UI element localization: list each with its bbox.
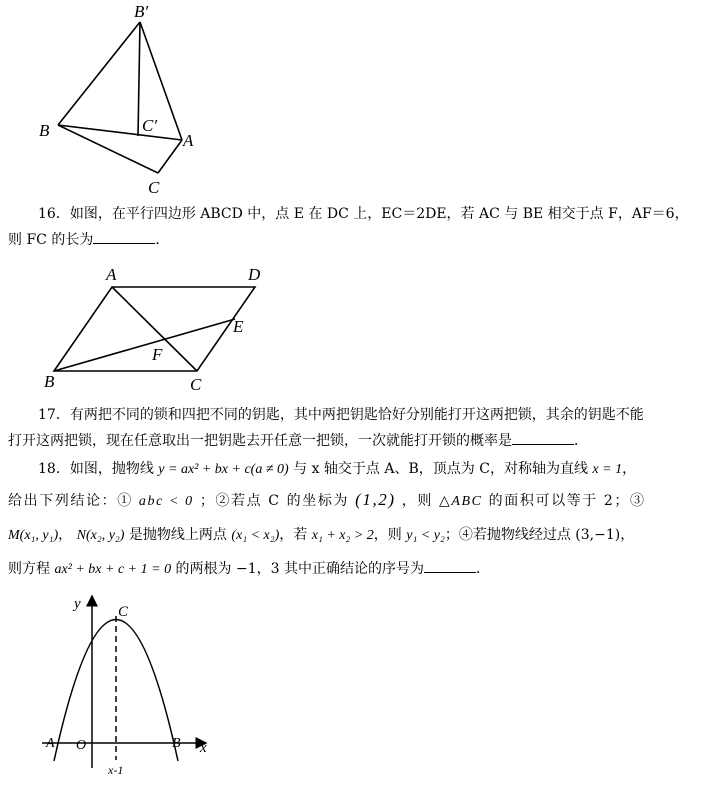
q18-text: ．	[476, 561, 490, 577]
q18-text: ，若	[279, 527, 308, 543]
q18-text: ，则	[373, 527, 402, 543]
q17-line2-prefix: 打开这两把锁，现在任意取出一把钥匙去开任意一把锁，一次就能打开锁的概率是	[8, 433, 512, 449]
q18-parabola-equation: y = ax² + bx + c(a ≠ 0)	[158, 462, 289, 477]
label-c: C	[118, 604, 129, 620]
label-c: C	[148, 178, 160, 197]
label-a: A	[46, 736, 55, 751]
q16-line1: 16．如图，在平行四边形 ABCD 中，点 E 在 DC 上，EC＝2DE，若 AC 与 BE 相交于点 F，AF＝6，	[38, 206, 689, 222]
q18-line4	[8, 558, 490, 578]
q18-text: 的面积可以等于 2；③	[488, 493, 646, 509]
q18-equation-4: ax² + bx + c + 1 = 0	[54, 562, 172, 577]
q18-line2	[8, 490, 646, 510]
q18-axis-equation: x = 1	[592, 462, 623, 477]
q18-text: 18．如图，抛物线	[38, 461, 154, 477]
q18-condition-sum: x₁ + x₂ > 2	[311, 528, 374, 543]
edge-c-a	[158, 140, 182, 173]
q16-answer-blank	[93, 231, 155, 244]
q18-condition-order: (x₁ < x₂)	[231, 528, 280, 543]
label-a: A	[106, 265, 117, 284]
label-a: A	[183, 131, 194, 150]
q18-triangle: △ABC	[439, 494, 483, 509]
figure-folded-triangle	[30, 0, 220, 200]
q16-line2-prefix: 则 FC 的长为	[8, 232, 94, 248]
label-b: B	[172, 736, 181, 751]
edge-bp-cp	[138, 22, 140, 136]
edge-b-a	[58, 125, 182, 140]
q17-answer-blank	[512, 432, 574, 445]
q18-point-c: (1,2)	[355, 490, 396, 509]
figure-parallelogram	[30, 260, 280, 395]
q18-text: ，则	[401, 493, 433, 509]
label-cp: C′	[142, 116, 158, 135]
q18-text: 给出下列结论：①	[8, 493, 133, 509]
label-b: B	[44, 372, 55, 391]
q18-text: 则方程	[8, 561, 50, 577]
label-d: D	[248, 265, 261, 284]
edge-bp-b	[58, 22, 140, 125]
label-x: x	[200, 740, 207, 756]
q18-text: ；②若点 C 的坐标为	[199, 493, 350, 509]
q18-text: ，	[58, 527, 73, 543]
q16-line2	[8, 229, 169, 249]
label-e: E	[233, 317, 244, 336]
q18-line3	[8, 524, 634, 544]
q18-text: 的两根为 −1，3 其中正确结论的序号为	[175, 561, 424, 577]
label-bp: B′	[134, 2, 149, 21]
q18-point-n: N(x₂, y₂)	[76, 528, 125, 543]
q18-line1	[38, 458, 636, 478]
q17-line1: 17．有两把不同的锁和四把不同的钥匙，其中两把钥匙恰好分别能打开这两把锁，其余的钥匙不能	[38, 407, 644, 423]
label-f: F	[152, 345, 163, 364]
label-b: B	[39, 121, 50, 140]
q18-answer-blank	[424, 560, 476, 573]
q18-text: ；④若抛物线经过点 (3,−1)，	[444, 527, 635, 543]
q18-condition-1: abc < 0	[138, 494, 194, 509]
q16-line2-suffix: ．	[155, 232, 170, 248]
q17-line2-suffix: ．	[574, 433, 588, 449]
q18-text: 与 x 轴交于点 A、B，顶点为 C，对称轴为直线	[293, 461, 588, 477]
q18-text: ，	[622, 461, 637, 477]
label-y: y	[74, 596, 81, 612]
label-symmetry: x-1	[108, 763, 124, 777]
label-o: O	[76, 738, 87, 753]
q18-text: 是抛物线上两点	[128, 527, 227, 543]
segment-be	[54, 319, 235, 371]
q17-line2	[8, 430, 588, 450]
q18-point-m: M(x₁, y₁)	[8, 528, 59, 543]
figure-parabola	[30, 590, 230, 780]
label-c: C	[190, 375, 202, 394]
q18-result: y₁ < y₂	[406, 528, 445, 543]
